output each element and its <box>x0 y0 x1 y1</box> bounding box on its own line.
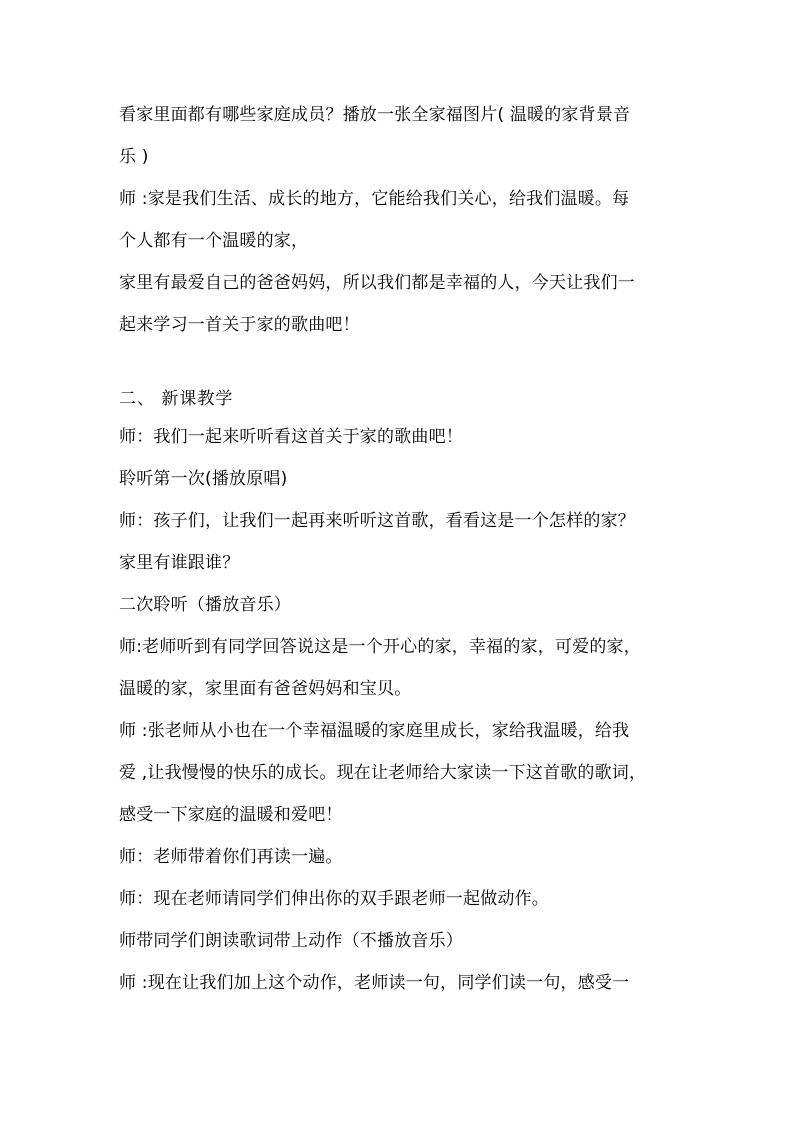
text-line: 聆听第一次(播放原唱) <box>119 469 288 489</box>
text-line: 温暖的家，家里面有爸爸妈妈和宝贝。 <box>119 679 412 699</box>
text-line: 师：我们一起来听听看这首关于家的歌曲吧！ <box>119 427 463 447</box>
text-line: 看家里面都有哪些家庭成员？播放一张全家福图片( 温暖的家背景音 <box>119 105 631 125</box>
text-line: 乐 ) <box>119 147 149 167</box>
text-line: 师 :张老师从小也在一个幸福温暖的家庭里成长，家给我温暖，给我 <box>119 721 630 741</box>
text-line: 师：现在老师请同学们伸出你的双手跟老师一起做动作。 <box>119 889 549 909</box>
text-line: 师 :现在让我们加上这个动作，老师读一句，同学们读一句，感受一 <box>119 973 630 993</box>
text-line: 个人都有一个温暖的家， <box>119 231 309 251</box>
text-line: 师 :家是我们生活、成长的地方，它能给我们关心，给我们温暖。每 <box>119 189 630 209</box>
text-line: 师带同学们朗读歌词带上动作（不播放音乐） <box>119 931 463 951</box>
section-heading: 二、 新课教学 <box>119 389 234 409</box>
text-line: 师:老师听到有同学回答说这是一个开心的家，幸福的家，可爱的家， <box>119 637 641 657</box>
text-line: 爱 ,让我慢慢的快乐的成长。现在让老师给大家读一下这首歌的歌词， <box>119 763 647 783</box>
text-line: 师：孩子们，让我们一起再来听听这首歌，看看这是一个怎样的家？ <box>119 511 635 531</box>
text-line: 起来学习一首关于家的歌曲吧！ <box>119 315 360 335</box>
text-line: 家里有谁跟谁？ <box>119 553 240 573</box>
text-line: 家里有最爱自己的爸爸妈妈，所以我们都是幸福的人，今天让我们一 <box>119 273 635 293</box>
text-line: 师：老师带着你们再读一遍。 <box>119 847 343 867</box>
text-line: 二次聆听（播放音乐） <box>119 595 291 615</box>
text-line: 感受一下家庭的温暖和爱吧！ <box>119 805 343 825</box>
